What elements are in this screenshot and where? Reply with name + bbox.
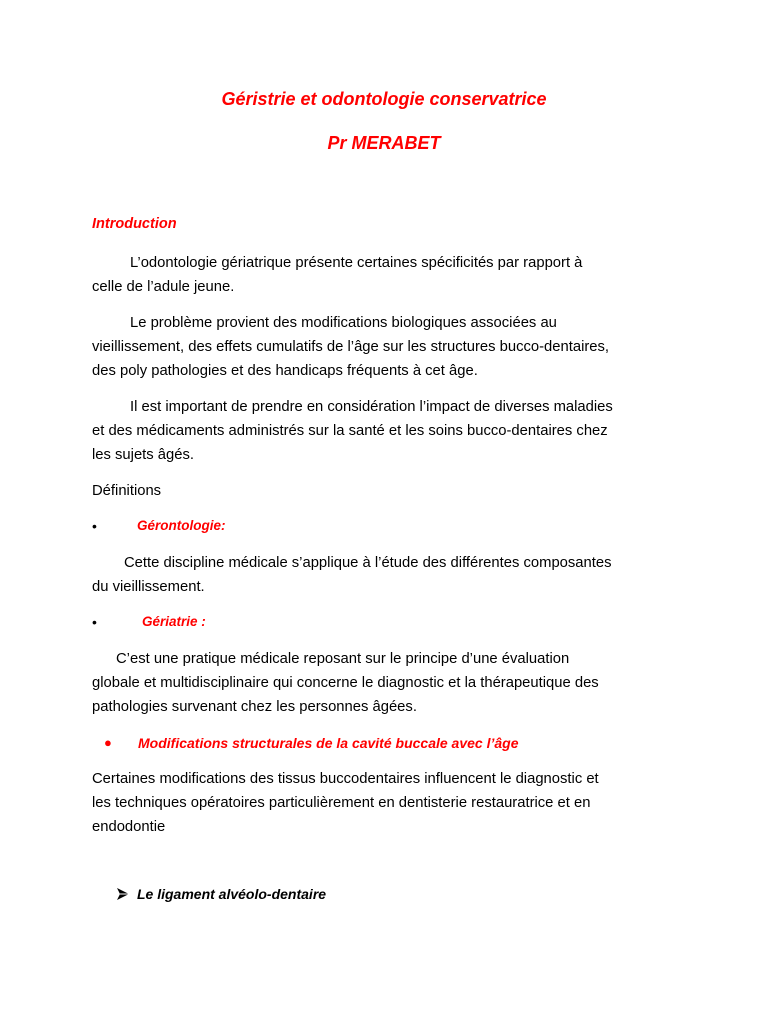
document-author: Pr MERABET [327, 133, 441, 153]
paragraph-line: globale et multidisciplinaire qui concerne le diagnostic et la thérapeutique des [92, 675, 599, 691]
subsection-heading: Le ligament alvéolo-dentaire [137, 886, 327, 902]
bullet-icon: • [92, 614, 97, 630]
bullet-icon: • [92, 518, 97, 534]
paragraph-line: les techniques opératoires particulièrement en dentisterie restauratrice et en [92, 795, 591, 811]
paragraph-line: les sujets âgés. [92, 447, 194, 463]
definition-text-gerontologie [92, 551, 692, 599]
introduction-paragraph-2 [92, 311, 692, 383]
definition-term: Gériatrie : [142, 614, 206, 629]
paragraph-line: celle de l’adule jeune. [92, 279, 235, 295]
paragraph-line: Cette discipline médicale s’applique à l’étude des différentes composantes [124, 555, 612, 571]
modifications-paragraph [92, 767, 692, 839]
introduction-heading: Introduction [92, 216, 177, 232]
paragraph-line: L’odontologie gériatrique présente certaines spécificités par rapport à [130, 255, 583, 271]
modifications-heading: Modifications structurales de la cavité buccale avec l’âge [138, 735, 519, 751]
introduction-paragraph-3 [92, 395, 692, 467]
paragraph-line: Certaines modifications des tissus buccodentaires influencent le diagnostic et [92, 771, 599, 787]
paragraph-line: endodontie [92, 819, 166, 835]
arrow-bullet-icon [116, 887, 130, 901]
introduction-paragraph-1 [92, 251, 692, 299]
definitions-heading: Définitions [92, 483, 162, 499]
bullet-icon: ● [104, 735, 112, 750]
paragraph-line: pathologies survenant chez les personnes âgées. [92, 699, 417, 715]
paragraph-line: vieillissement, des effets cumulatifs de l’âge sur les structures bucco-dentaires, [92, 339, 610, 355]
paragraph-line: et des médicaments administrés sur la santé et les soins bucco-dentaires chez [92, 423, 608, 439]
paragraph-line: des poly pathologies et des handicaps fréquents à cet âge. [92, 363, 478, 379]
definition-text-geriatrie [92, 647, 692, 719]
document-title: Géristrie et odontologie conservatrice [221, 89, 547, 109]
paragraph-line: C’est une pratique médicale reposant sur le principe d’une évaluation [116, 651, 570, 667]
definition-term: Gérontologie: [137, 518, 226, 533]
paragraph-line: du vieillissement. [92, 579, 205, 595]
paragraph-line: Il est important de prendre en considération l’impact de diverses maladies [130, 399, 613, 415]
paragraph-line: Le problème provient des modifications biologiques associées au [130, 315, 557, 331]
